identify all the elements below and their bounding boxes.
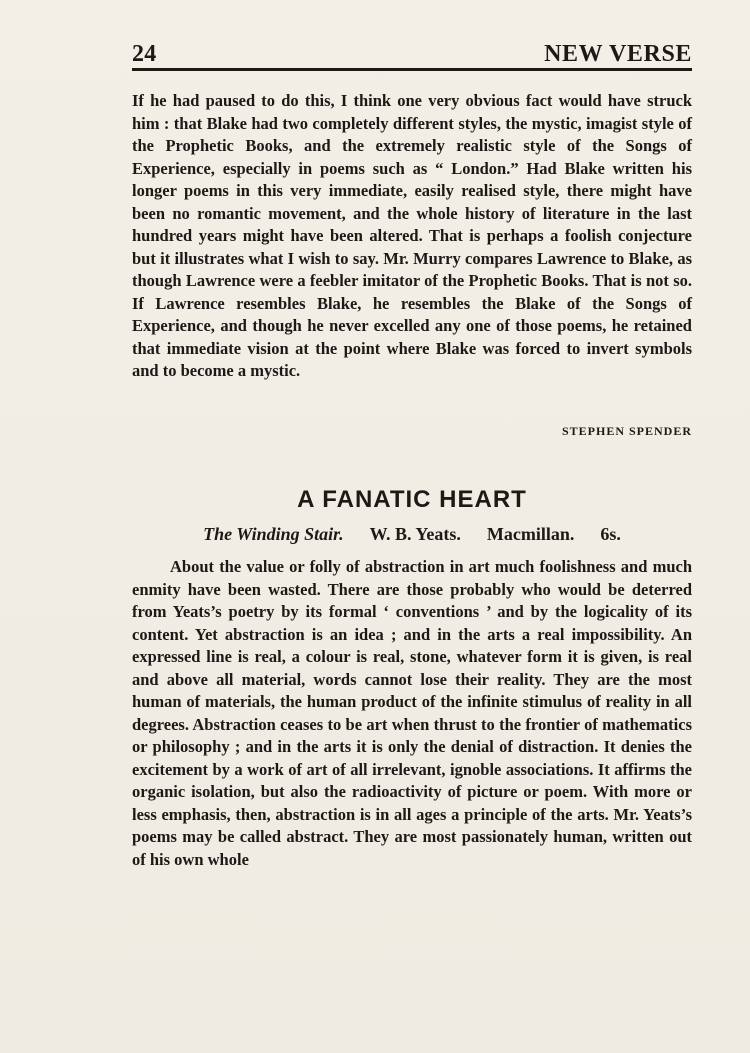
section-title: A FANATIC HEART (297, 486, 527, 513)
book-citation (132, 524, 692, 545)
review-two-paragraph: About the value or folly of abstraction in art much foolishness and much enmity have been wasted. There are those probably who would be deterred from Yeats’s poetry by its formal ‘ conventions ’ and by the logicality of its content. Yet abstraction is an idea ; and in the arts a real impossibility. An expressed line is real, a colour is real, stone, whatever form it is given, is real and above all material, words cannot lose their reality. They are the most human of materials, the human product of the infinite stimulus of reality in all degrees. Abstraction ceases to be art when thrust to the frontier of mathematics or philosophy ; and in the arts it is only the denial of distraction. It denies the excitement by a work of art of all irrelevant, ignoble associations. It affirms the organic isolation, but also the radioactivity of picture or poem. With more or less emphasis, then, abstraction is in all ages a principle of the arts. Mr. Yeats’s poems may be called abstract. They are most passionately human, written out of his own whole (132, 557, 692, 869)
review-one-body (132, 90, 692, 383)
review-two-body (132, 556, 692, 871)
journal-title: NEW VERSE (544, 41, 692, 67)
book-publisher: Macmillan. (486, 524, 575, 544)
book-price: 6s. (600, 524, 621, 544)
page-number: 24 (132, 41, 157, 67)
review-one-paragraph: If he had paused to do this, I think one very obvious fact would have struck him : that Blake had two completely different styles, the mystic, imagist style of the Prophetic Books, and the extremely realistic style of the Songs of Experience, especially in poems such as “ London.” Had Blake written his longer poems in this very immediate, easily realised style, there might have been no romantic movement, and the whole history of literature in the last hundred years might have been altered. That is perhaps a foolish conjecture but it illustrates what I wish to say. Mr. Murry compares Lawrence to Blake, as though Lawrence were a feebler imitator of the Prophetic Books. That is not so. If Lawrence resembles Blake, he resembles the Blake of the Songs of Experience, and though he never excelled any one of those poems, he retained that immediate vision at the point where Blake was forced to invert symbols and to become a mystic. (132, 91, 692, 380)
header-rule (132, 68, 692, 71)
running-head (132, 36, 692, 68)
book-title: The Winding Stair. (203, 524, 344, 544)
review-one-signature: STEPHEN SPENDER (561, 424, 692, 438)
book-author: W. B. Yeats. (369, 524, 461, 544)
